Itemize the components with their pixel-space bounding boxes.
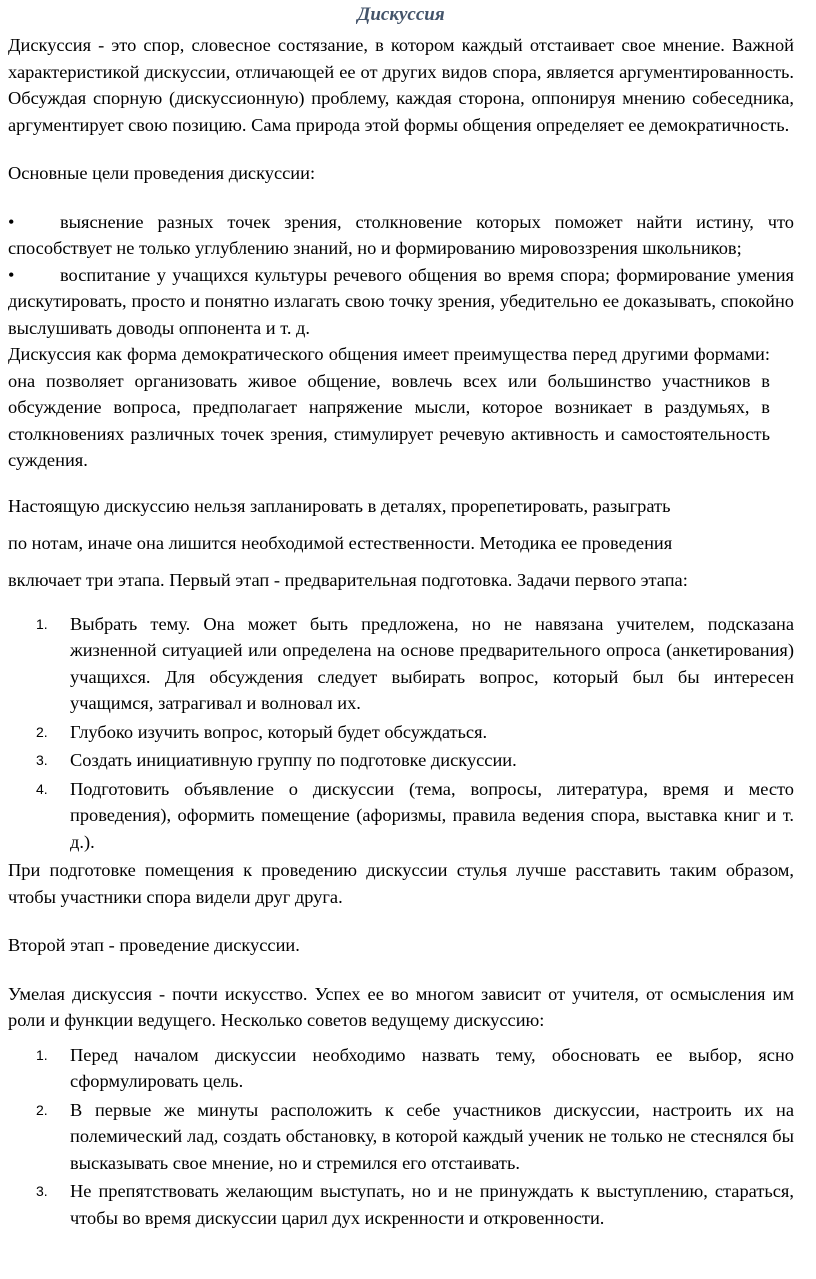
list-item <box>8 747 794 774</box>
list-text: Подготовить объявление о дискуссии (тема, вопросы, литература, время и место проведения), оформить помещение (афоризмы, правила ведения спора, выставка книг и т. д.). <box>70 778 794 852</box>
stage2-heading: Второй этап - проведение дискуссии. <box>8 935 300 955</box>
list-number: 3. <box>36 1183 48 1199</box>
bullet-icon: • <box>8 211 15 232</box>
list-text: Выбрать тему. Она может быть предложена, но не навязана учителем, подсказана жизненной ситуацией или определена на основе предварительного опроса (анкетирования) учащихся. Для обсуждения следует выбирать вопрос, который был бы интересен учащимся, затрагивал и волновал их. <box>70 613 794 713</box>
method-line: Настоящую дискуссию нельзя запланировать в деталях, прорепетировать, разыграть <box>8 495 671 516</box>
list-item <box>8 1178 794 1231</box>
host-tips-list <box>8 1042 794 1232</box>
list-text: Создать инициативную группу по подготовке дискуссии. <box>70 750 517 770</box>
intro-paragraph: Дискуссия - это спор, словесное состязание, в котором каждый отстаивает свое мнение. Важной характеристикой дискуссии, отличающей ее от других видов спора, является аргументированность. Обсуждая спорную (дискуссионную) проблему, каждая сторона, оппонируя мнению собеседника, аргументирует свою позицию. Сама природа этой формы общения определяет ее демократичность. <box>8 35 794 135</box>
list-number: 4. <box>36 780 48 797</box>
method-line: по нотам, иначе она лишится необходимой естественности. Методика ее проведения <box>8 532 673 553</box>
list-number: 2. <box>36 1101 48 1118</box>
goal-item <box>8 209 794 262</box>
list-item <box>8 719 794 746</box>
list-item <box>8 1097 794 1177</box>
room-note-paragraph: При подготовке помещения к проведению дискуссии стулья лучше расставить таким образом, чтобы участники спора видели друг друга. <box>8 860 794 907</box>
method-line: включает три этапа. Первый этап - предварительная подготовка. Задачи первого этапа: <box>8 569 688 590</box>
skill-note-paragraph: Умелая дискуссия - почти искусство. Успех ее во многом зависит от учителя, от осмысления им роли и функции ведущего. Несколько советов ведущему дискуссию: <box>8 983 794 1030</box>
page-title: Дискуссия <box>357 4 445 25</box>
advantages-paragraph: Дискуссия как форма демократического общения имеет преимущества перед другими формами: она позволяет организовать живое общение, вовлечь всех или большинство участников в обсуждение вопроса, предполагает напряжение мысли, которое возникает в раздумьях, в столкновениях различных точек зрения, стимулирует речевую активность и самостоятельность суждения. <box>8 344 770 470</box>
list-text: Не препятствовать желающим выступать, но и не принуждать к выступлению, стараться, чтобы во время дискуссии царил дух искренности и откровенности. <box>70 1181 794 1228</box>
list-item <box>8 1042 794 1095</box>
bullet-icon: • <box>8 264 15 285</box>
stage1-task-list <box>8 611 794 856</box>
goal-item <box>8 262 794 342</box>
list-text: Глубоко изучить вопрос, который будет обсуждаться. <box>70 721 488 742</box>
list-number: 1. <box>36 615 48 632</box>
list-text: В первые же минуты расположить к себе участников дискуссии, настроить их на полемический лад, создать обстановку, в которой каждый ученик не только не стеснялся бы высказывать свое мнение, но и стремился его отстаивать. <box>70 1099 794 1173</box>
list-number: 1. <box>36 1046 48 1063</box>
goal-text: воспитание у учащихся культуры речевого общения во время спора; формирование умения дискутировать, просто и понятно излагать свою точку зрения, убедительно ее доказывать, спокойно выслушивать доводы оппонента и т. д. <box>8 264 794 338</box>
list-item <box>8 776 794 856</box>
goal-text: выяснение разных точек зрения, столкновение которых поможет найти истину, что способствует не только углублению знаний, но и формированию мировоззрения школьников; <box>8 211 794 258</box>
list-number: 3. <box>36 752 48 768</box>
goals-heading: Основные цели проведения дискуссии: <box>8 163 316 183</box>
list-item <box>8 611 794 717</box>
list-number: 2. <box>36 723 48 740</box>
list-text: Перед началом дискуссии необходимо назвать тему, обосновать ее выбор, ясно сформулировать цель. <box>70 1044 794 1091</box>
document-page <box>0 4 816 1279</box>
method-paragraph <box>8 488 794 599</box>
